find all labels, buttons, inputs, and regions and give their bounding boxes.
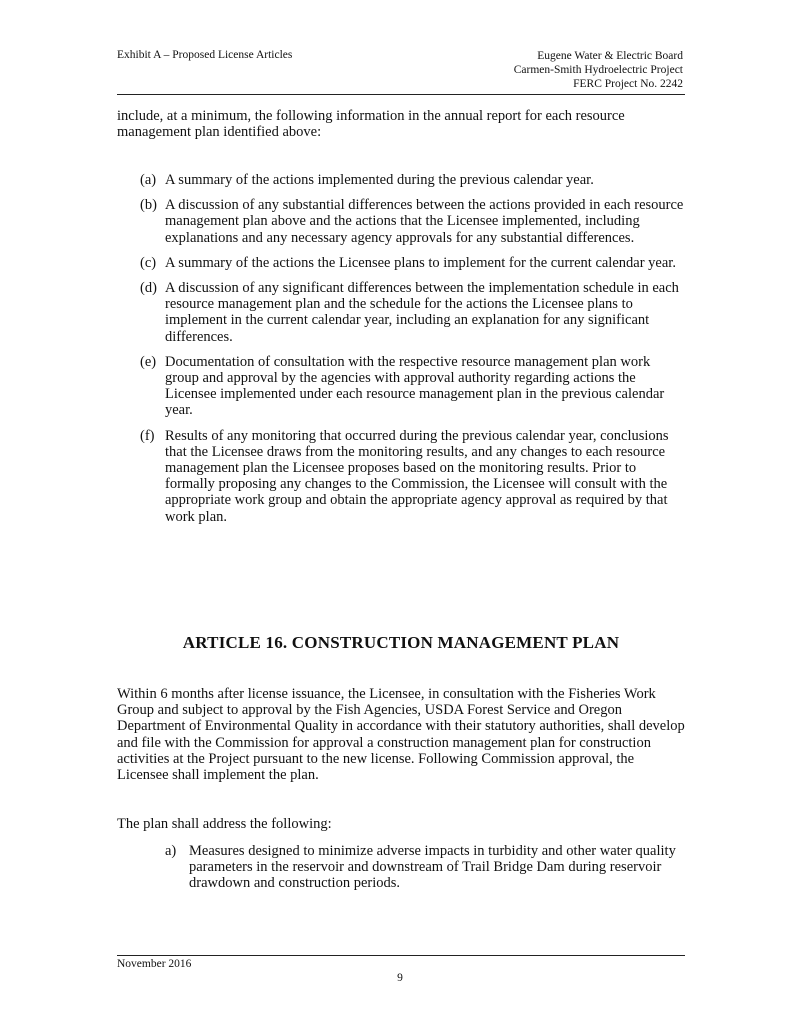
plan-intro-paragraph: The plan shall address the following:: [117, 816, 332, 832]
header-divider: [117, 94, 685, 95]
list-item-marker: (c): [140, 254, 157, 271]
list-item-text: A discussion of any substantial differences between the actions provided in each resource management plan above and the actions that the Licensee implemented, including explanations and any necessary agency approvals for any substantial differences.: [165, 197, 684, 246]
list-item-marker: (a): [140, 172, 157, 188]
list-item-marker: (f): [140, 427, 155, 444]
report-items-list: [140, 172, 685, 534]
list-item-text: Results of any monitoring that occurred during the previous calendar year, conclusions that the Licensee draws from the monitoring results, and any changes to each resource management plan the Licensee proposes based on the monitoring results. Prior to formally proposing any changes to the Commission, the Licensee will consult with the appropriate work group and obtain the appropriate agency approval as required by that work plan.: [165, 427, 669, 525]
list-item-text: Measures designed to minimize adverse impacts in turbidity and other water quality parameters in the reservoir and downstream of Trail Bridge Dam during reservoir drawdown and construction periods.: [189, 843, 676, 892]
list-item-marker: a): [165, 843, 177, 859]
list-item: [140, 354, 685, 419]
list-item-text: A discussion of any significant differences between the implementation schedule in each resource management plan and the schedule for the actions the Licensee plans to implement in the current calendar year, including an explanation for any significant differences.: [165, 280, 679, 345]
list-item: [140, 255, 685, 271]
list-item-text: A summary of the actions implemented during the previous calendar year.: [165, 172, 594, 188]
header-right-line: Eugene Water & Electric Board: [537, 50, 683, 62]
list-item-marker: (d): [140, 280, 157, 297]
intro-paragraph: include, at a minimum, the following information in the annual report for each resource management plan identified above:: [117, 108, 625, 141]
list-item-marker: (e): [140, 353, 157, 370]
header-right: [514, 49, 683, 91]
header-left: Exhibit A – Proposed License Articles: [117, 49, 293, 61]
list-item: [165, 843, 685, 892]
article-paragraph: Within 6 months after license issuance, the Licensee, in consultation with the Fisheries Work Group and subject to approval by the Fish Agencies, USDA Forest Service and Oregon Department of Environmental Quality in accordance with their statutory authorities, shall develop and file with the Commission for approval a construction management plan for construction activities at the Project pursuant to the new license. Following Commission approval, the Licensee shall implement the plan.: [117, 686, 685, 784]
plan-items-list: [165, 843, 685, 892]
header-right-line: Carmen-Smith Hydroelectric Project: [513, 64, 683, 76]
list-item: [140, 280, 685, 345]
list-item: [140, 172, 685, 188]
page-number: 9: [397, 972, 403, 984]
list-item: [140, 197, 685, 246]
footer-date: November 2016: [117, 958, 192, 970]
footer-divider: [117, 955, 685, 956]
list-item-text: Documentation of consultation with the respective resource management plan work group and approval by the agencies with approval authority regarding actions the Licensee implemented under each resource management plan in the previous calendar year.: [165, 353, 665, 419]
header-right-line: FERC Project No. 2242: [573, 78, 683, 90]
list-item-text: A summary of the actions the Licensee plans to implement for the current calendar year.: [165, 254, 676, 271]
article-heading: ARTICLE 16. CONSTRUCTION MANAGEMENT PLAN: [182, 633, 620, 652]
list-item-marker: (b): [140, 197, 157, 214]
list-item: [140, 428, 685, 525]
